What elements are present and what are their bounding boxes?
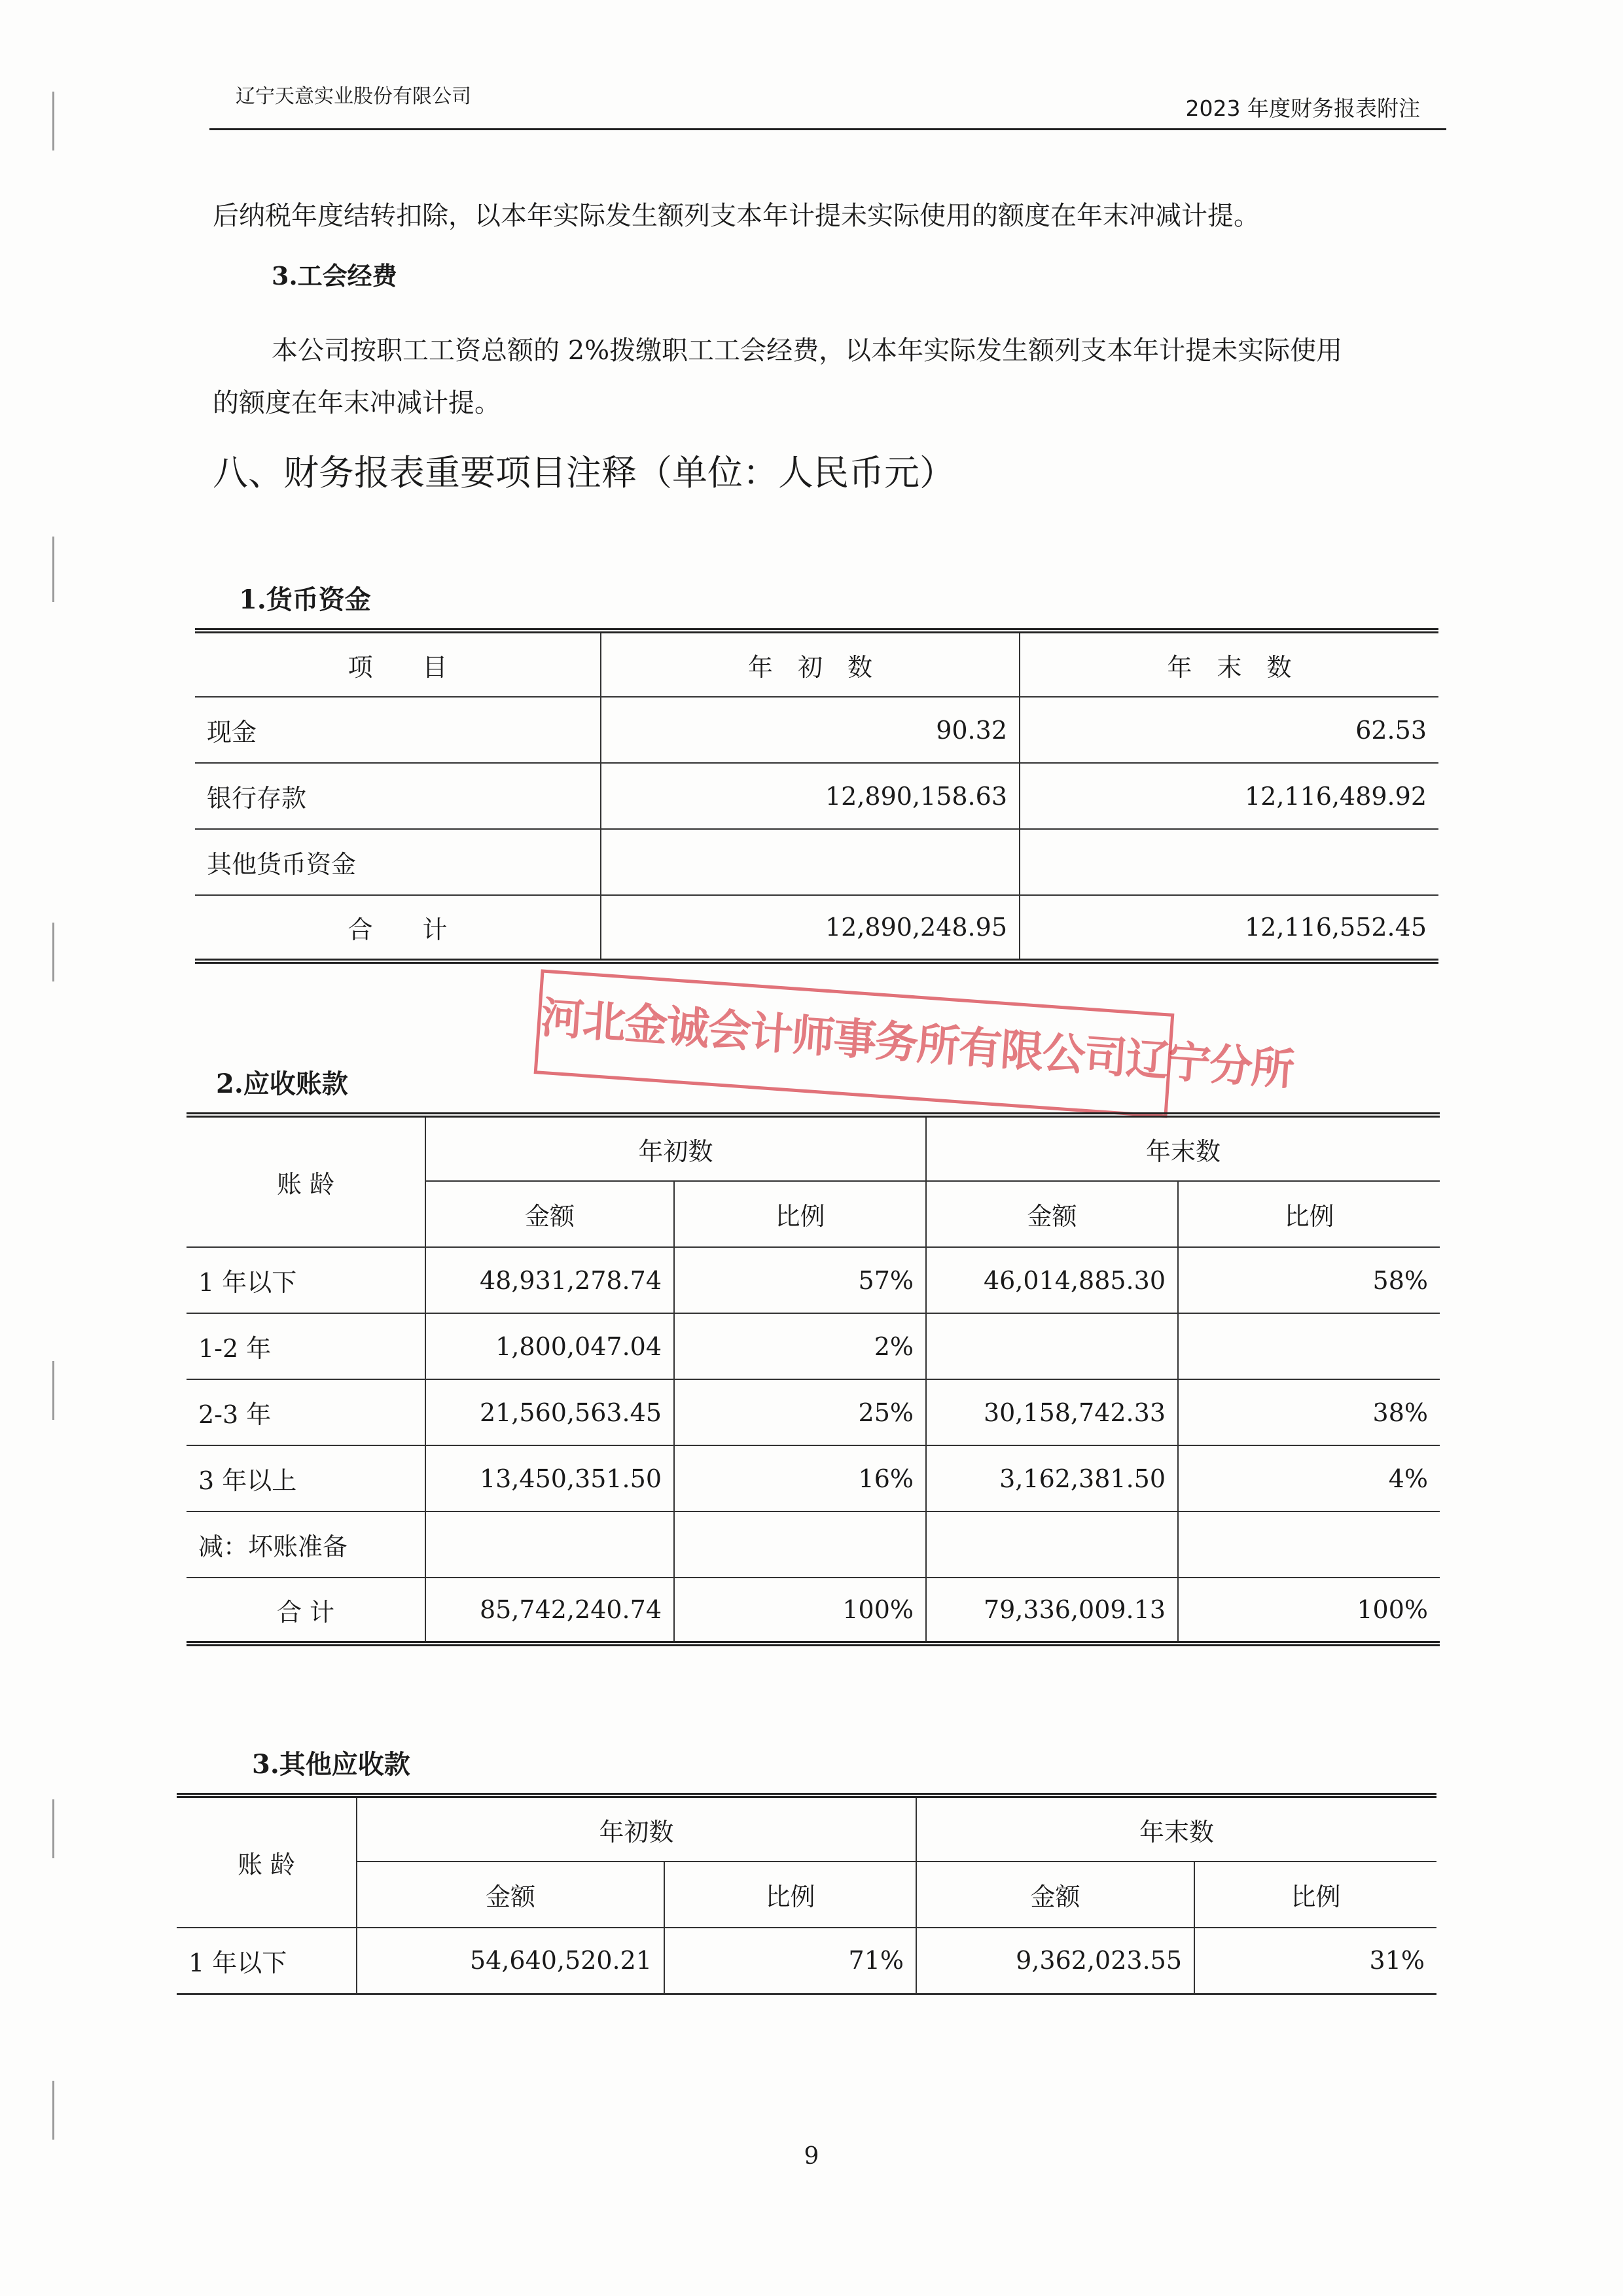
row-begin-ratio bbox=[674, 1511, 926, 1578]
row-begin: 90.32 bbox=[601, 697, 1020, 763]
table-row bbox=[195, 829, 1438, 895]
row-end-ratio: 100% bbox=[1178, 1578, 1440, 1644]
row-age: 1-2 年 bbox=[187, 1313, 425, 1379]
row-begin-amount bbox=[425, 1511, 674, 1578]
header-end: 年末数 bbox=[916, 1795, 1436, 1862]
row-age: 3 年以上 bbox=[187, 1445, 425, 1511]
header-rule bbox=[209, 128, 1446, 130]
row-end-amount: 30,158,742.33 bbox=[926, 1379, 1178, 1445]
table-header-row bbox=[195, 631, 1438, 697]
header-end: 年 末 数 bbox=[1020, 631, 1438, 697]
row-end: 12,116,552.45 bbox=[1020, 895, 1438, 961]
header-end-amount: 金额 bbox=[916, 1862, 1194, 1928]
subheading-union-fee: 3.工会经费 bbox=[272, 261, 397, 291]
scan-mark bbox=[52, 1361, 54, 1420]
row-item: 其他货币资金 bbox=[195, 829, 601, 895]
row-end-ratio bbox=[1178, 1313, 1440, 1379]
header-age: 账 龄 bbox=[177, 1795, 357, 1928]
table-header-row bbox=[187, 1115, 1440, 1181]
row-end-amount: 9,362,023.55 bbox=[916, 1928, 1194, 1994]
other-receivables-table bbox=[177, 1793, 1436, 1995]
row-end-amount bbox=[926, 1313, 1178, 1379]
cash-table-title: 1.货币资金 bbox=[239, 584, 371, 615]
cash-table bbox=[195, 628, 1438, 964]
row-begin-amount: 21,560,563.45 bbox=[425, 1379, 674, 1445]
auditor-stamp: 河北金诚会计师事务所有限公司辽宁分所 bbox=[534, 969, 1175, 1118]
row-begin-ratio: 2% bbox=[674, 1313, 926, 1379]
table-total-row bbox=[195, 895, 1438, 961]
receivables-table-title: 2.应收账款 bbox=[216, 1069, 348, 1099]
row-end-amount: 3,162,381.50 bbox=[926, 1445, 1178, 1511]
header-end-ratio: 比例 bbox=[1178, 1181, 1440, 1247]
header-report-title: 2023 年度财务报表附注 bbox=[1185, 96, 1420, 121]
row-item: 银行存款 bbox=[195, 763, 601, 829]
row-begin-amount: 54,640,520.21 bbox=[357, 1928, 664, 1994]
row-begin-amount: 85,742,240.74 bbox=[425, 1578, 674, 1644]
row-begin bbox=[601, 829, 1020, 895]
header-age: 账 龄 bbox=[187, 1115, 425, 1247]
header-begin: 年初数 bbox=[357, 1795, 916, 1862]
scan-mark bbox=[52, 92, 54, 150]
scan-mark bbox=[52, 1799, 54, 1858]
row-end: 62.53 bbox=[1020, 697, 1438, 763]
row-age: 合 计 bbox=[187, 1578, 425, 1644]
header-end-amount: 金额 bbox=[926, 1181, 1178, 1247]
scan-mark bbox=[52, 537, 54, 602]
row-end-ratio bbox=[1178, 1511, 1440, 1578]
row-item: 合 计 bbox=[195, 895, 601, 961]
table-row bbox=[187, 1511, 1440, 1578]
scan-mark bbox=[52, 2081, 54, 2140]
row-begin: 12,890,158.63 bbox=[601, 763, 1020, 829]
table-subheader-row bbox=[177, 1862, 1436, 1928]
row-end-ratio: 31% bbox=[1194, 1928, 1436, 1994]
row-end: 12,116,489.92 bbox=[1020, 763, 1438, 829]
header-begin-ratio: 比例 bbox=[674, 1181, 926, 1247]
header-begin-amount: 金额 bbox=[425, 1181, 674, 1247]
paragraph-continuation: 后纳税年度结转扣除，以本年实际发生额列支本年计提未实际使用的额度在年末冲减计提。 bbox=[213, 201, 1260, 231]
header-company: 辽宁天意实业股份有限公司 bbox=[236, 85, 471, 108]
row-end-amount bbox=[926, 1511, 1178, 1578]
other-receivables-table-title: 3.其他应收款 bbox=[252, 1749, 410, 1780]
scan-mark bbox=[52, 923, 54, 981]
row-end-ratio: 4% bbox=[1178, 1445, 1440, 1511]
table-row bbox=[187, 1379, 1440, 1445]
row-begin-amount: 48,931,278.74 bbox=[425, 1247, 674, 1313]
row-end-amount: 46,014,885.30 bbox=[926, 1247, 1178, 1313]
row-begin-ratio: 100% bbox=[674, 1578, 926, 1644]
row-end-ratio: 38% bbox=[1178, 1379, 1440, 1445]
table-header-row bbox=[177, 1795, 1436, 1862]
page-number: 9 bbox=[804, 2143, 819, 2170]
row-begin: 12,890,248.95 bbox=[601, 895, 1020, 961]
header-begin: 年初数 bbox=[425, 1115, 926, 1181]
table-row bbox=[195, 697, 1438, 763]
header-end-ratio: 比例 bbox=[1194, 1862, 1436, 1928]
row-item: 现金 bbox=[195, 697, 601, 763]
row-end-amount: 79,336,009.13 bbox=[926, 1578, 1178, 1644]
row-begin-ratio: 25% bbox=[674, 1379, 926, 1445]
section-title: 八、财务报表重要项目注释（单位：人民币元） bbox=[213, 452, 955, 493]
row-age: 1 年以下 bbox=[187, 1247, 425, 1313]
table-row bbox=[187, 1247, 1440, 1313]
row-begin-ratio: 16% bbox=[674, 1445, 926, 1511]
table-row bbox=[195, 763, 1438, 829]
table-total-row bbox=[187, 1578, 1440, 1644]
row-age: 2-3 年 bbox=[187, 1379, 425, 1445]
header-begin: 年 初 数 bbox=[601, 631, 1020, 697]
receivables-table bbox=[187, 1112, 1440, 1646]
row-begin-amount: 1,800,047.04 bbox=[425, 1313, 674, 1379]
row-begin-amount: 13,450,351.50 bbox=[425, 1445, 674, 1511]
row-end bbox=[1020, 829, 1438, 895]
table-row bbox=[187, 1445, 1440, 1511]
header-end: 年末数 bbox=[926, 1115, 1440, 1181]
table-row bbox=[177, 1928, 1436, 1994]
row-begin-ratio: 71% bbox=[664, 1928, 916, 1994]
row-age: 1 年以下 bbox=[177, 1928, 357, 1994]
paragraph-union-fee-line1: 本公司按职工工资总额的 2%拨缴职工工会经费，以本年实际发生额列支本年计提未实际使用 bbox=[272, 336, 1343, 366]
header-begin-ratio: 比例 bbox=[664, 1862, 916, 1928]
row-age: 减：坏账准备 bbox=[187, 1511, 425, 1578]
table-row bbox=[187, 1313, 1440, 1379]
row-end-ratio: 58% bbox=[1178, 1247, 1440, 1313]
header-begin-amount: 金额 bbox=[357, 1862, 664, 1928]
row-begin-ratio: 57% bbox=[674, 1247, 926, 1313]
header-item: 项 目 bbox=[195, 631, 601, 697]
paragraph-union-fee-line2: 的额度在年末冲减计提。 bbox=[213, 388, 501, 418]
